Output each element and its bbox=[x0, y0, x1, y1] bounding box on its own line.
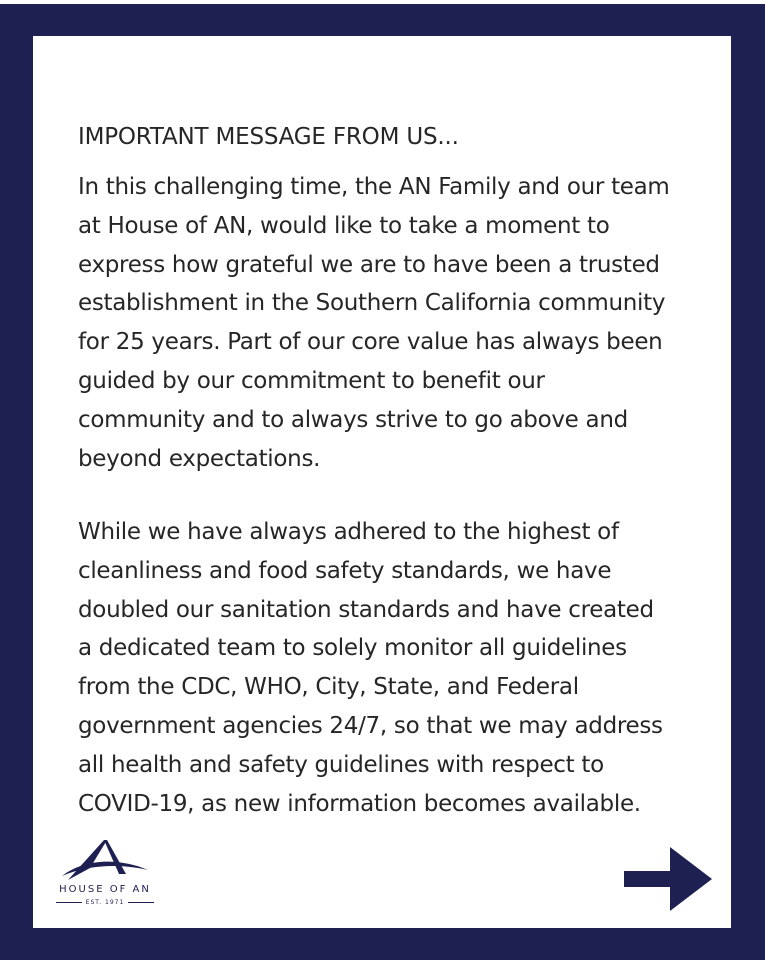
paragraph-1-line: express how grateful we are to have been a trusted bbox=[78, 251, 660, 278]
message-heading: IMPORTANT MESSAGE FROM US... bbox=[78, 124, 459, 150]
paragraph-1-line: establishment in the Southern California community bbox=[78, 290, 666, 317]
logo-rule-left bbox=[56, 902, 82, 903]
paragraph-1-line: beyond expectations. bbox=[78, 445, 321, 472]
paragraph-1-line: In this challenging time, the AN Family and our team bbox=[78, 174, 670, 200]
paragraph-1-line: for 25 years. Part of our core value has always been bbox=[78, 329, 663, 356]
paragraph-2-line: government agencies 24/7, so that we may address bbox=[78, 712, 663, 739]
paragraph-2-line: doubled our sanitation standards and have created bbox=[78, 596, 654, 623]
paragraph-2-line: all health and safety guidelines with respect to bbox=[78, 751, 604, 778]
message-card bbox=[33, 36, 731, 928]
paragraph-1-line: at House of AN, would like to take a moment to bbox=[78, 212, 610, 239]
paragraph-1-line: community and to always strive to go above and bbox=[78, 406, 628, 433]
logo-established-row bbox=[53, 899, 157, 906]
logo-rule-right bbox=[128, 902, 154, 903]
paragraph-2-line: cleanliness and food safety standards, we have bbox=[78, 557, 612, 584]
paragraph-1 bbox=[78, 168, 718, 478]
house-of-an-logo bbox=[53, 836, 157, 916]
paragraph-2 bbox=[78, 513, 718, 823]
paragraph-1-line: guided by our commitment to benefit our bbox=[78, 367, 545, 394]
paragraph-2-line: While we have always adhered to the highest of bbox=[78, 519, 619, 545]
paragraph-2-line: from the CDC, WHO, City, State, and Federal bbox=[78, 674, 579, 701]
logo-established: EST. 1971 bbox=[85, 899, 125, 906]
right-arrow-icon[interactable] bbox=[624, 847, 714, 911]
logo-wordmark: HOUSE OF AN bbox=[59, 884, 151, 895]
paragraph-2-line: a dedicated team to solely monitor all guidelines bbox=[78, 635, 627, 662]
paragraph-2-line: COVID-19, as new information becomes available. bbox=[78, 790, 641, 817]
house-of-an-a-logo-icon bbox=[60, 836, 150, 884]
